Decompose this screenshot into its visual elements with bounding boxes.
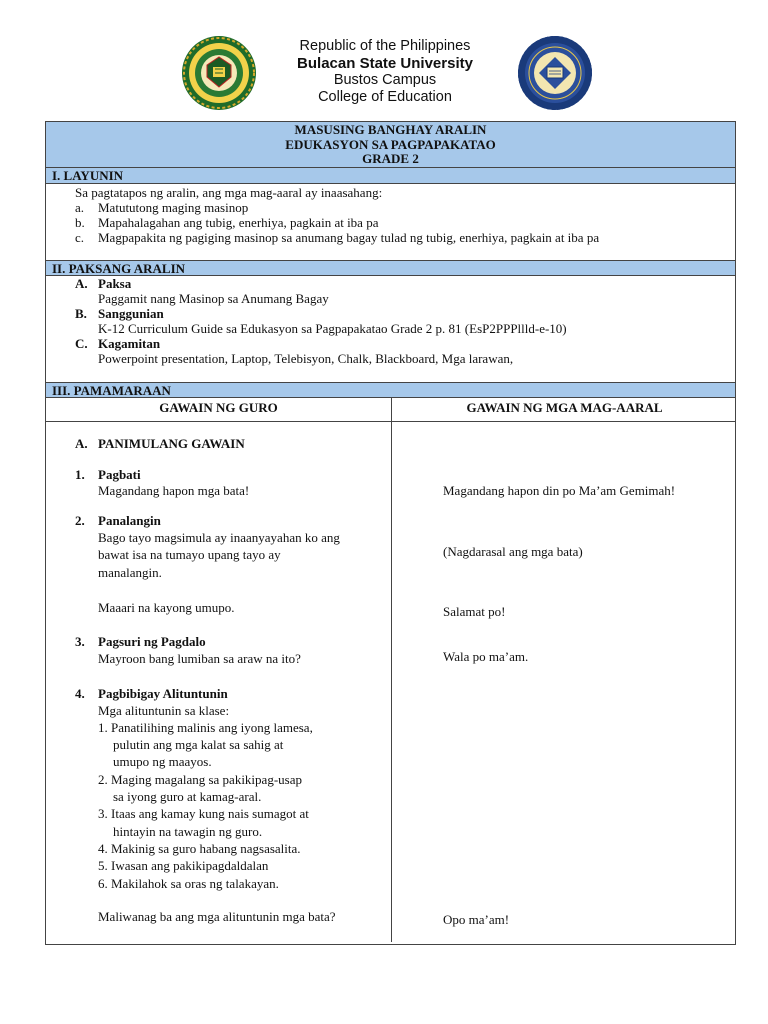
step-4-guro: Mga alituntunin sa klase: <box>98 703 230 718</box>
layunin-item-b: Mapahalagahan ang tubig, enerhiya, pagkain at iba pa <box>98 215 379 230</box>
step-3-magaaral: Wala po ma’am. <box>443 649 529 664</box>
section-layunin-body <box>46 184 735 260</box>
closing-guro: Maliwanag ba ang mga alituntunin mga bata? <box>98 909 336 924</box>
document-header <box>0 32 768 112</box>
kagamitan-marker: C. <box>75 336 88 351</box>
lesson-plan-title <box>46 122 735 168</box>
step-4-num: 4. <box>75 686 85 701</box>
rule-1-line-1: 1. Panatilihing malinis ang iyong lamesa, <box>98 720 313 735</box>
activity-body <box>46 422 735 942</box>
header-text <box>260 38 510 106</box>
step-2-guro-2: Maaari na kayong umupo. <box>98 600 235 615</box>
activity-column-headers <box>46 398 735 422</box>
rule-2-line-2: sa iyong guro at kamag-aral. <box>113 789 262 804</box>
rule-2-line-1: 2. Maging magalang sa pakikipag-usap <box>98 772 302 787</box>
kagamitan-text: Powerpoint presentation, Laptop, Telebisyon, Chalk, Blackboard, Mga larawan, <box>98 351 514 366</box>
republic-line: Republic of the Philippines <box>299 38 471 54</box>
paksa-label: Paksa <box>98 276 132 291</box>
step-3-guro: Mayroon bang lumiban sa araw na ito? <box>98 651 301 666</box>
layunin-item-a: Matututong maging masinop <box>98 200 249 215</box>
title-line-3: GRADE 2 <box>362 151 419 166</box>
step-1-title: Pagbati <box>98 467 141 482</box>
closing-magaaral: Opo ma’am! <box>443 912 510 927</box>
layunin-item-a-marker: a. <box>75 200 85 215</box>
panimulang-marker: A. <box>75 436 88 451</box>
rule-6: 6. Makilahok sa oras ng talakayan. <box>98 876 279 891</box>
section-layunin-heading: I. LAYUNIN <box>46 168 735 184</box>
column-divider-body <box>391 422 392 942</box>
section-paksang-aralin-body <box>46 276 735 382</box>
step-2-title: Panalangin <box>98 513 161 528</box>
step-3-title: Pagsuri ng Pagdalo <box>98 634 206 649</box>
section-paksang-aralin-heading: II. PAKSANG ARALIN <box>46 260 735 276</box>
step-4-title: Pagbibigay Alituntunin <box>98 686 228 701</box>
step-2-guro-line-1: Bago tayo magsimula ay inaanyayahan ko ang <box>98 530 340 545</box>
paksa-marker: A. <box>75 276 88 291</box>
bulsu-seal-logo <box>175 35 263 111</box>
sanggunian-label: Sanggunian <box>98 306 164 321</box>
layunin-item-c: Magpapakita ng pagiging masinop sa anumang bagay tulad ng tubig, enerhiya, pagkain at iba pa <box>98 230 600 245</box>
title-line-2: EDUKASYON SA PAGPAPAKATAO <box>285 136 496 152</box>
col-header-magaaral: GAWAIN NG MGA MAG-AARAL <box>466 400 663 415</box>
step-1-magaaral: Magandang hapon din po Ma’am Gemimah! <box>443 483 676 498</box>
step-3-num: 3. <box>75 634 85 649</box>
step-1-num: 1. <box>75 467 85 482</box>
kagamitan-label: Kagamitan <box>98 336 161 351</box>
col-header-guro: GAWAIN NG GURO <box>159 400 278 415</box>
title-line-1: MASUSING BANGHAY ARALIN <box>294 122 487 137</box>
step-2-guro-line-2: bawat isa na tumayo upang tayo ay <box>98 547 281 562</box>
rule-3-line-1: 3. Itaas ang kamay kung nais sumagot at <box>98 806 309 821</box>
campus-name: Bustos Campus <box>333 72 437 88</box>
paksa-text: Paggamit nang Masinop sa Anumang Bagay <box>98 291 329 306</box>
rule-1-line-3: umupo ng maayos. <box>113 754 212 769</box>
step-2-magaaral-2: Salamat po! <box>443 604 506 619</box>
step-2-guro-line-3: manalangin. <box>98 565 162 580</box>
lesson-plan-table <box>45 121 736 945</box>
layunin-item-c-marker: c. <box>75 230 85 245</box>
college-of-education-seal-logo <box>511 35 599 111</box>
rule-5: 5. Iwasan ang pakikipagdaldalan <box>98 858 269 873</box>
step-2-num: 2. <box>75 513 85 528</box>
step-2-magaaral: (Nagdarasal ang mga bata) <box>443 544 583 559</box>
college-name: College of Education <box>318 89 452 105</box>
step-1-guro: Magandang hapon mga bata! <box>98 483 250 498</box>
rule-1-line-2: pulutin ang mga kalat sa sahig at <box>113 737 284 752</box>
sanggunian-text: K-12 Curriculum Guide sa Edukasyon sa Pagpapakatao Grade 2 p. 81 (EsP2PPPllld-e-10) <box>98 321 567 336</box>
university-name: Bulacan State University <box>297 55 473 72</box>
panimulang-title: PANIMULANG GAWAIN <box>98 436 245 451</box>
layunin-intro: Sa pagtatapos ng aralin, ang mga mag-aaral ay inaasahang: <box>75 185 383 200</box>
sanggunian-marker: B. <box>75 306 87 321</box>
rule-3-line-2: hintayin na tawagin ng guro. <box>113 824 263 839</box>
rule-4: 4. Makinig sa guro habang nagsasalita. <box>98 841 301 856</box>
section-pamamaraan-heading: III. PAMAMARAAN <box>46 382 735 398</box>
layunin-item-b-marker: b. <box>75 215 85 230</box>
